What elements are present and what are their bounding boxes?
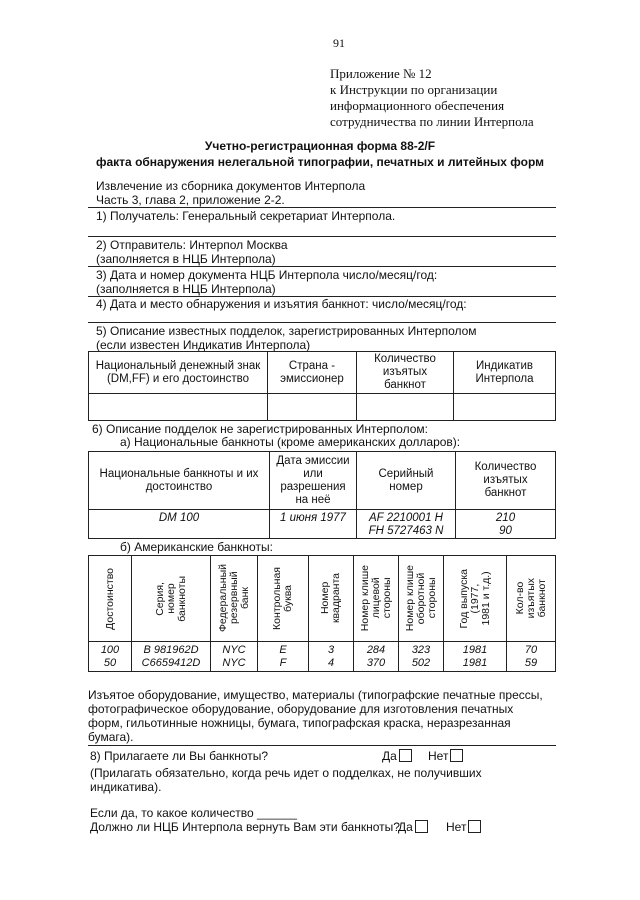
- header-interpol-indicative: Индикатив Интерпола: [454, 352, 556, 394]
- divider: [88, 745, 556, 746]
- header-issue-date: Дата эмиссии или разрешения на неё: [270, 452, 357, 510]
- known-forgeries-table: [88, 351, 556, 421]
- return-no-option: [446, 820, 481, 834]
- cell-quadrant-number: 3 4: [309, 642, 354, 672]
- item-5-line-1: 5) Описание известных подделок, зарегистрированных Интерполом: [96, 324, 477, 338]
- appendix-line-2: к Инструкции по организации: [330, 82, 498, 97]
- header-control-letter: Контрольная буква: [258, 556, 309, 642]
- appendix-line-3: информационного обеспечения: [330, 98, 505, 113]
- cell-denomination: DM 100: [89, 510, 270, 539]
- no-checkbox[interactable]: [450, 749, 463, 762]
- cell-face-plate-number: 284 370: [354, 642, 399, 672]
- divider: [88, 207, 556, 208]
- item-7: [88, 688, 543, 744]
- header-seized-quantity: Количество изъятых банкнот: [357, 352, 454, 394]
- table-row: [89, 394, 556, 421]
- cell-issue-date: 1 июня 1977: [270, 510, 357, 539]
- item-3: [96, 268, 437, 296]
- divider: [88, 322, 556, 323]
- extract-block: [96, 179, 365, 207]
- header-denomination: Достоинство: [89, 556, 132, 642]
- yes-option: [382, 749, 412, 763]
- no-option: [428, 749, 463, 763]
- return-yes-checkbox[interactable]: [415, 820, 428, 833]
- table-cell: [89, 394, 268, 421]
- return-no-checkbox[interactable]: [468, 820, 481, 833]
- return-yes-label: Да: [398, 820, 413, 834]
- divider: [88, 266, 556, 267]
- table-cell: [454, 394, 556, 421]
- us-notes-table: [88, 555, 556, 672]
- header-national-note: Национальный денежный знак (DM,FF) и его достоинство: [89, 352, 268, 394]
- page-number: 91: [333, 36, 345, 50]
- cell-back-plate-number: 323 502: [399, 642, 444, 672]
- table-header-row: [89, 352, 556, 394]
- header-issue-year: Год выпуска (1977, 1981 и т.д.): [444, 556, 507, 642]
- header-seized-quantity: Количество изъятых банкнот: [456, 452, 556, 510]
- item-8-note: [90, 766, 482, 794]
- cell-control-letter: E F: [258, 642, 309, 672]
- item-7-line-1: Изъятое оборудование, имущество, материалы (типографские печатные прессы,: [88, 688, 543, 702]
- return-no-label: Нет: [446, 820, 467, 834]
- item-7-line-3: форм, гильотинные ножницы, бумага, типографская краска, неразрезанная: [88, 716, 511, 730]
- item-5-line-2: (если известен Индикатив Интерпола): [96, 338, 311, 352]
- header-back-plate-number: Номер клише оборотной стороны: [399, 556, 444, 642]
- item-7-line-2: фотографическое оборудование, оборудование для изготовления печатных: [88, 702, 514, 716]
- form-title-line-2: факта обнаружения нелегальной типографии, печатных и литейных форм: [96, 155, 544, 169]
- item-2-line-1: 2) Отправитель: Интерпол Москва: [96, 238, 288, 252]
- yes-checkbox[interactable]: [399, 749, 412, 762]
- cell-federal-reserve-bank: NYC NYC: [211, 642, 258, 672]
- table-row: [89, 642, 556, 672]
- item-5: [96, 324, 477, 352]
- item-3-line-2: (заполняется в НЦБ Интерпола): [96, 282, 276, 296]
- item-2: [96, 238, 288, 266]
- table-header-row: [89, 452, 556, 510]
- header-national-notes: Национальные банкноты и их достоинство: [89, 452, 270, 510]
- cell-seized-quantity: 70 59: [507, 642, 556, 672]
- extract-line-1: Извлечение из сборника документов Интерпола: [96, 179, 366, 193]
- item-6: 6) Описание подделок не зарегистрированных Интерполом:: [92, 422, 428, 436]
- cell-issue-year: 1981 1981: [444, 642, 507, 672]
- table-header-row: [89, 556, 556, 642]
- appendix-line-1: Приложение № 12: [330, 66, 432, 81]
- yes-label: Да: [382, 749, 397, 763]
- item-7-line-4: бумага).: [88, 730, 134, 744]
- table-cell: [268, 394, 357, 421]
- header-series-number: Серия, номер банкноты: [132, 556, 211, 642]
- cell-serial-number: AF 2210001 H FH 5727463 N: [357, 510, 456, 539]
- header-quadrant-number: Номер квадранта: [309, 556, 354, 642]
- item-8-question: 8) Прилагаете ли Вы банкноты?: [90, 749, 269, 763]
- item-2-line-2: (заполняется в НЦБ Интерпола): [96, 252, 276, 266]
- header-issuing-country: Страна - эмиссионер: [268, 352, 357, 394]
- item-1: 1) Получатель: Генеральный секретариат Интерпола.: [96, 209, 396, 223]
- cell-denomination: 100 50: [89, 642, 132, 672]
- appendix-block: [330, 66, 534, 130]
- item-6b: б) Американские банкноты:: [120, 540, 273, 554]
- cell-seized-quantity: 210 90: [456, 510, 556, 539]
- cell-series-number: B 981962D C6659412D: [132, 642, 211, 672]
- item-8-note-line-1: (Прилагать обязательно, когда речь идет о подделках, не получивших: [90, 766, 482, 780]
- table-row: [89, 510, 556, 539]
- item-8-note-line-2: индикатива).: [90, 780, 162, 794]
- return-question: Должно ли НЦБ Интерпола вернуть Вам эти банкноты?: [90, 820, 400, 834]
- quantity-line: Если да, то какое количество ______: [90, 806, 298, 820]
- table-cell: [357, 394, 454, 421]
- return-yes-option: [398, 820, 428, 834]
- item-4: 4) Дата и место обнаружения и изъятия банкнот: число/месяц/год:: [96, 297, 467, 311]
- no-label: Нет: [428, 749, 449, 763]
- header-seized-quantity: Кол-во изъятых банкнот: [507, 556, 556, 642]
- form-title-line-1: Учетно-регистрационная форма 88-2/F: [204, 139, 436, 153]
- header-serial-number: Серийный номер: [357, 452, 456, 510]
- item-3-line-1: 3) Дата и номер документа НЦБ Интерпола число/месяц/год:: [96, 268, 438, 282]
- extract-line-2: Часть 3, глава 2, приложение 2-2.: [96, 193, 285, 207]
- header-federal-reserve-bank: Федеральный резервный банк: [211, 556, 258, 642]
- national-notes-table: [88, 451, 556, 539]
- header-face-plate-number: Номер клише лицевой стороны: [354, 556, 399, 642]
- item-6a: а) Национальные банкноты (кроме американских долларов):: [120, 435, 461, 449]
- appendix-line-4: сотрудничества по линии Интерпола: [330, 114, 534, 129]
- form-title: [0, 138, 640, 170]
- divider: [88, 236, 556, 237]
